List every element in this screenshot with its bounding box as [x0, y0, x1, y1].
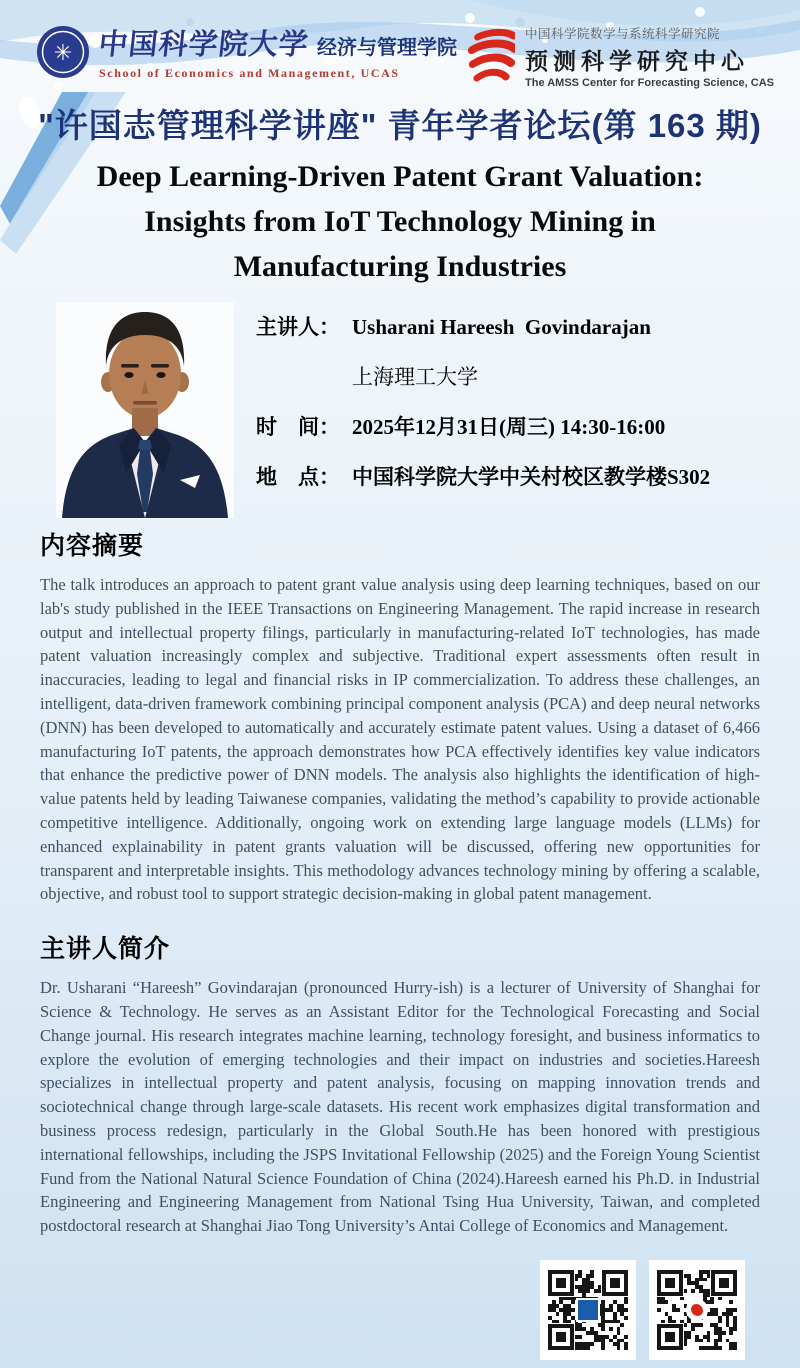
qr-center-blue-logo-icon: [576, 1298, 600, 1322]
venue-label: 地 点：: [256, 465, 340, 489]
speaker-photo: [56, 302, 234, 518]
qr-code-wechat: [540, 1260, 636, 1360]
abstract-body: The talk introduces an approach to patent grant value analysis using deep learning techniques, based on our lab's study published in the IEEE Transactions on Engineering Management. The rapid increase in research output and intellectual property filings, particularly in manufacturing-related IoT technologies, has made patent valuation increasingly complex and subjective. Traditional expert assessments often result in inaccuracies, leading to legal and financial risks in IP commercialization. To address these challenges, an intelligent, data-driven framework combining principal component analysis (PCA) and deep neural networks (DNN) has been developed to automatically and accurately estimate patent values. Using a dataset of 6,466 manufacturing IoT patents, the approach demonstrates how PCA effectively identifies key value indicators that enhance the predictive power of DNN models. The analysis also highlights the identification of high-value patents held by leading Taiwanese companies, validating the method’s capability to provide actionable competitive intelligence. Additionally, ongoing work on extending large language models (LLMs) for enhanced explainability in patent grants valuation will be discussed, offering new opportunities for transparent and interpretable insights. This methodology advances technology mining by offering a scalable, objective, and robust tool to support strategic decision-making in global patent management.: [40, 575, 760, 904]
abstract-heading: 内容摘要: [40, 532, 145, 560]
qr-code-row: [540, 1260, 745, 1360]
time-value: 2025年12月31日(周三) 14:30-16:00: [352, 415, 666, 439]
qr-code-amss: [649, 1260, 745, 1360]
ucas-school-en: School of Economics and Management, UCAS: [99, 66, 400, 80]
ucas-logo: [36, 22, 457, 81]
bio-heading: 主讲人简介: [40, 935, 171, 964]
ucas-emblem-icon: [36, 25, 90, 79]
bio-body: Dr. Usharani “Hareesh” Govindarajan (pronounced Hurry-ish) is a lecturer of University of Shanghai for Science & Technology. He serves as an Assistant Editor for the Technological Forecasting and Social Change journal. His research integrates machine learning, technology foresight, and business informatics to explore the evolution of emerging technologies and their impact on industries and societies.Hareesh specializes in intellectual property and patent analysis, focusing on mapping innovation trends and sociotechnical change through large-scale datasets. His recent work emphasizes digital transformation and business process redesign, particularly in the Global South.He has been honored with prestigious international fellowships, including the JSPS Invitational Fellowship (2025) and the Foreign Young Scientist Fund from the National Natural Science Foundation of China (2024).Hareesh earned his Ph.D. in Industrial Engineering and Engineering Management from National Tsing Hua University, Taiwan, and completed postdoctoral research at Shanghai Jiao Tong University’s Antai College of Economics and Management.: [40, 978, 760, 1236]
ucas-school-cn: 经济与管理学院: [317, 37, 458, 59]
speaker-affiliation: 上海理工大学: [352, 365, 478, 389]
speaker-label: 主讲人：: [256, 315, 340, 339]
qr-center-red-logo-icon: [686, 1299, 708, 1321]
amss-parent-institute: 中国科学院数学与系统科学研究院: [525, 27, 721, 41]
amss-center-cn: 预测科学研究中心: [525, 49, 750, 74]
lecture-title: [0, 154, 800, 289]
amss-center-en: The AMSS Center for Forecasting Science, CAS: [525, 77, 774, 89]
venue-row: [256, 464, 770, 491]
bio-section: [0, 929, 800, 1238]
header: [0, 0, 800, 89]
speaker-info-block: [56, 302, 770, 518]
abstract-section: [0, 526, 800, 906]
lecture-title-line3: Manufacturing Industries: [233, 250, 567, 283]
forum-banner: "许国志管理科学讲座" 青年学者论坛(第 163 期): [38, 107, 762, 144]
time-label: 时 间：: [256, 415, 340, 439]
svg-text:✳: ✳: [53, 39, 73, 65]
lecture-title-line1: Deep Learning-Driven Patent Grant Valuation:: [96, 160, 704, 193]
ucas-name-cn: 中国科学院大学: [97, 29, 311, 61]
speaker-row: [256, 314, 770, 341]
amss-logo: [461, 22, 774, 89]
amss-ribbon-icon: [461, 28, 515, 86]
affiliation-row: [256, 364, 770, 391]
time-row: [256, 414, 770, 441]
lecture-title-line2: Insights from IoT Technology Mining in: [144, 205, 656, 238]
speaker-name: Usharani Hareesh Govindarajan: [352, 315, 651, 339]
venue-value: 中国科学院大学中关村校区教学楼S302: [352, 465, 711, 489]
